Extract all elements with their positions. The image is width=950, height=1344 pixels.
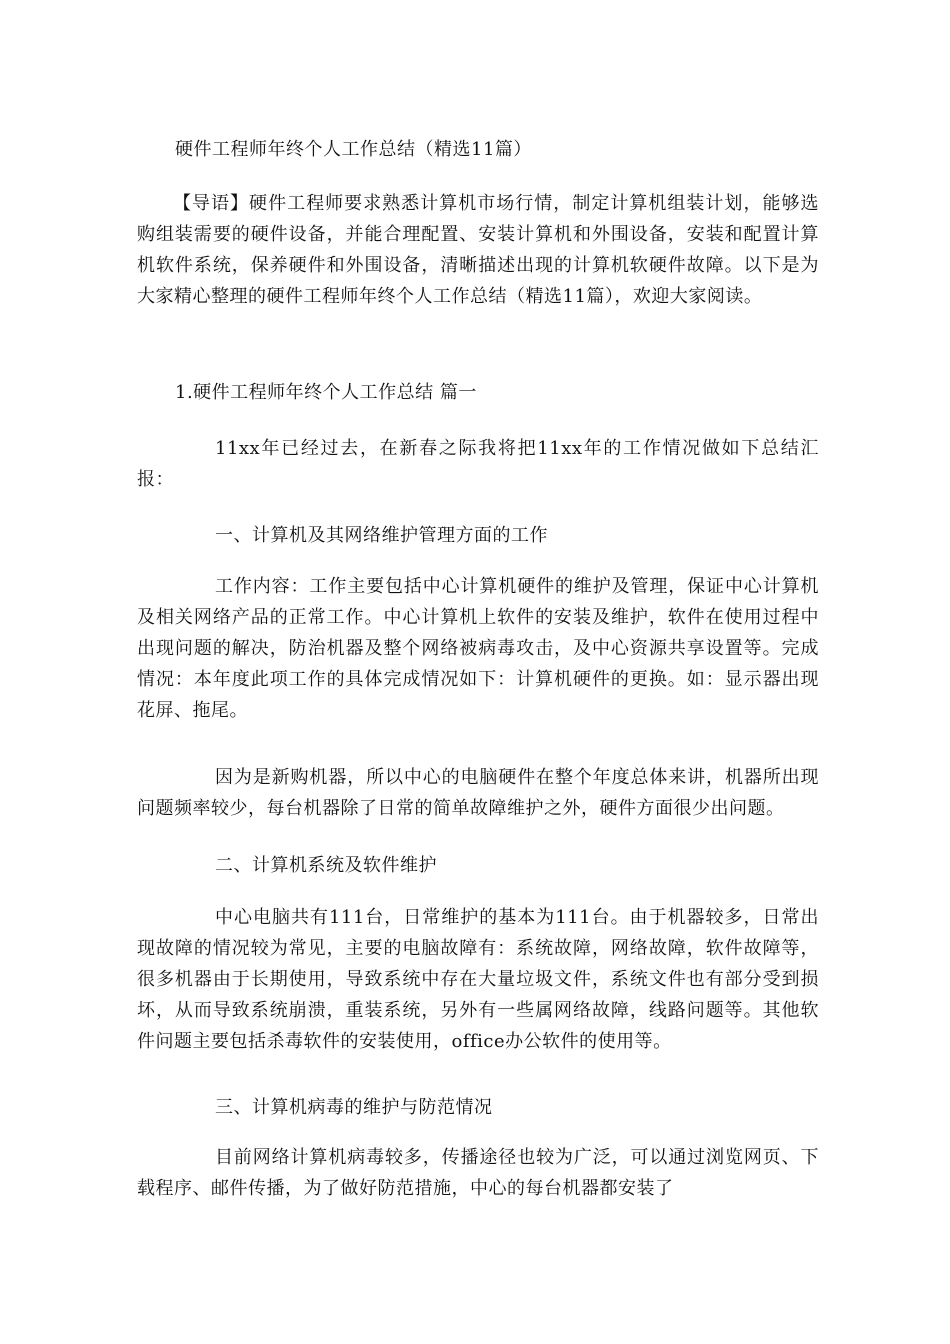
document-title: 硬件工程师年终个人工作总结（精选11篇） (175, 139, 532, 160)
new-machines-paragraph: 因为是新购机器，所以中心的电脑硬件在整个年度总体来讲，机器所出现问题频率较少，每台机器除了日常的简单故障维护之外，硬件方面很少出问题。 (137, 767, 819, 819)
subheading-system-software: 二、计算机系统及软件维护 (215, 855, 437, 876)
section-heading-1: 1.硬件工程师年终个人工作总结 篇一 (175, 382, 477, 403)
virus-paragraph: 目前网络计算机病毒较多，传播途径也较为广泛，可以通过浏览网页、下载程序、邮件传播，为了做好防范措施，中心的每台机器都安装了 (137, 1147, 819, 1199)
opening-paragraph: 11xx年已经过去，在新春之际我将把11xx年的工作情况做如下总结汇报： (137, 438, 819, 490)
intro-paragraph: 【导语】硬件工程师要求熟悉计算机市场行情，制定计算机组装计划，能够选购组装需要的硬件设备，并能合理配置、安装计算机和外围设备，安装和配置计算机软件系统，保养硬件和外围设备，清晰描述出现的计算机软硬件故障。以下是为大家精心整理的硬件工程师年终个人工作总结（精选11篇），欢迎大家阅读。 (137, 193, 819, 307)
subheading-network-maintenance: 一、计算机及其网络维护管理方面的工作 (215, 525, 548, 546)
systems-paragraph: 中心电脑共有111台，日常维护的基本为111台。由于机器较多，日常出现故障的情况较为常见，主要的电脑故障有：系统故障，网络故障，软件故障等，很多机器由于长期使用，导致系统中存在大量垃圾文件，系统文件也有部分受到损坏，从而导致系统崩溃，重装系统，另外有一些属网络故障，线路问题等。其他软件问题主要包括杀毒软件的安装使用，office办公软件的使用等。 (137, 907, 819, 1052)
subheading-virus-prevention: 三、计算机病毒的维护与防范情况 (215, 1097, 493, 1118)
work-content-paragraph: 工作内容：工作主要包括中心计算机硬件的维护及管理，保证中心计算机及相关网络产品的正常工作。中心计算机上软件的安装及维护，软件在使用过程中出现问题的解决，防治机器及整个网络被病毒攻击，及中心资源共享设置等。完成情况：本年度此项工作的具体完成情况如下：计算机硬件的更换。如：显示器出现花屏、拖尾。 (137, 576, 819, 721)
